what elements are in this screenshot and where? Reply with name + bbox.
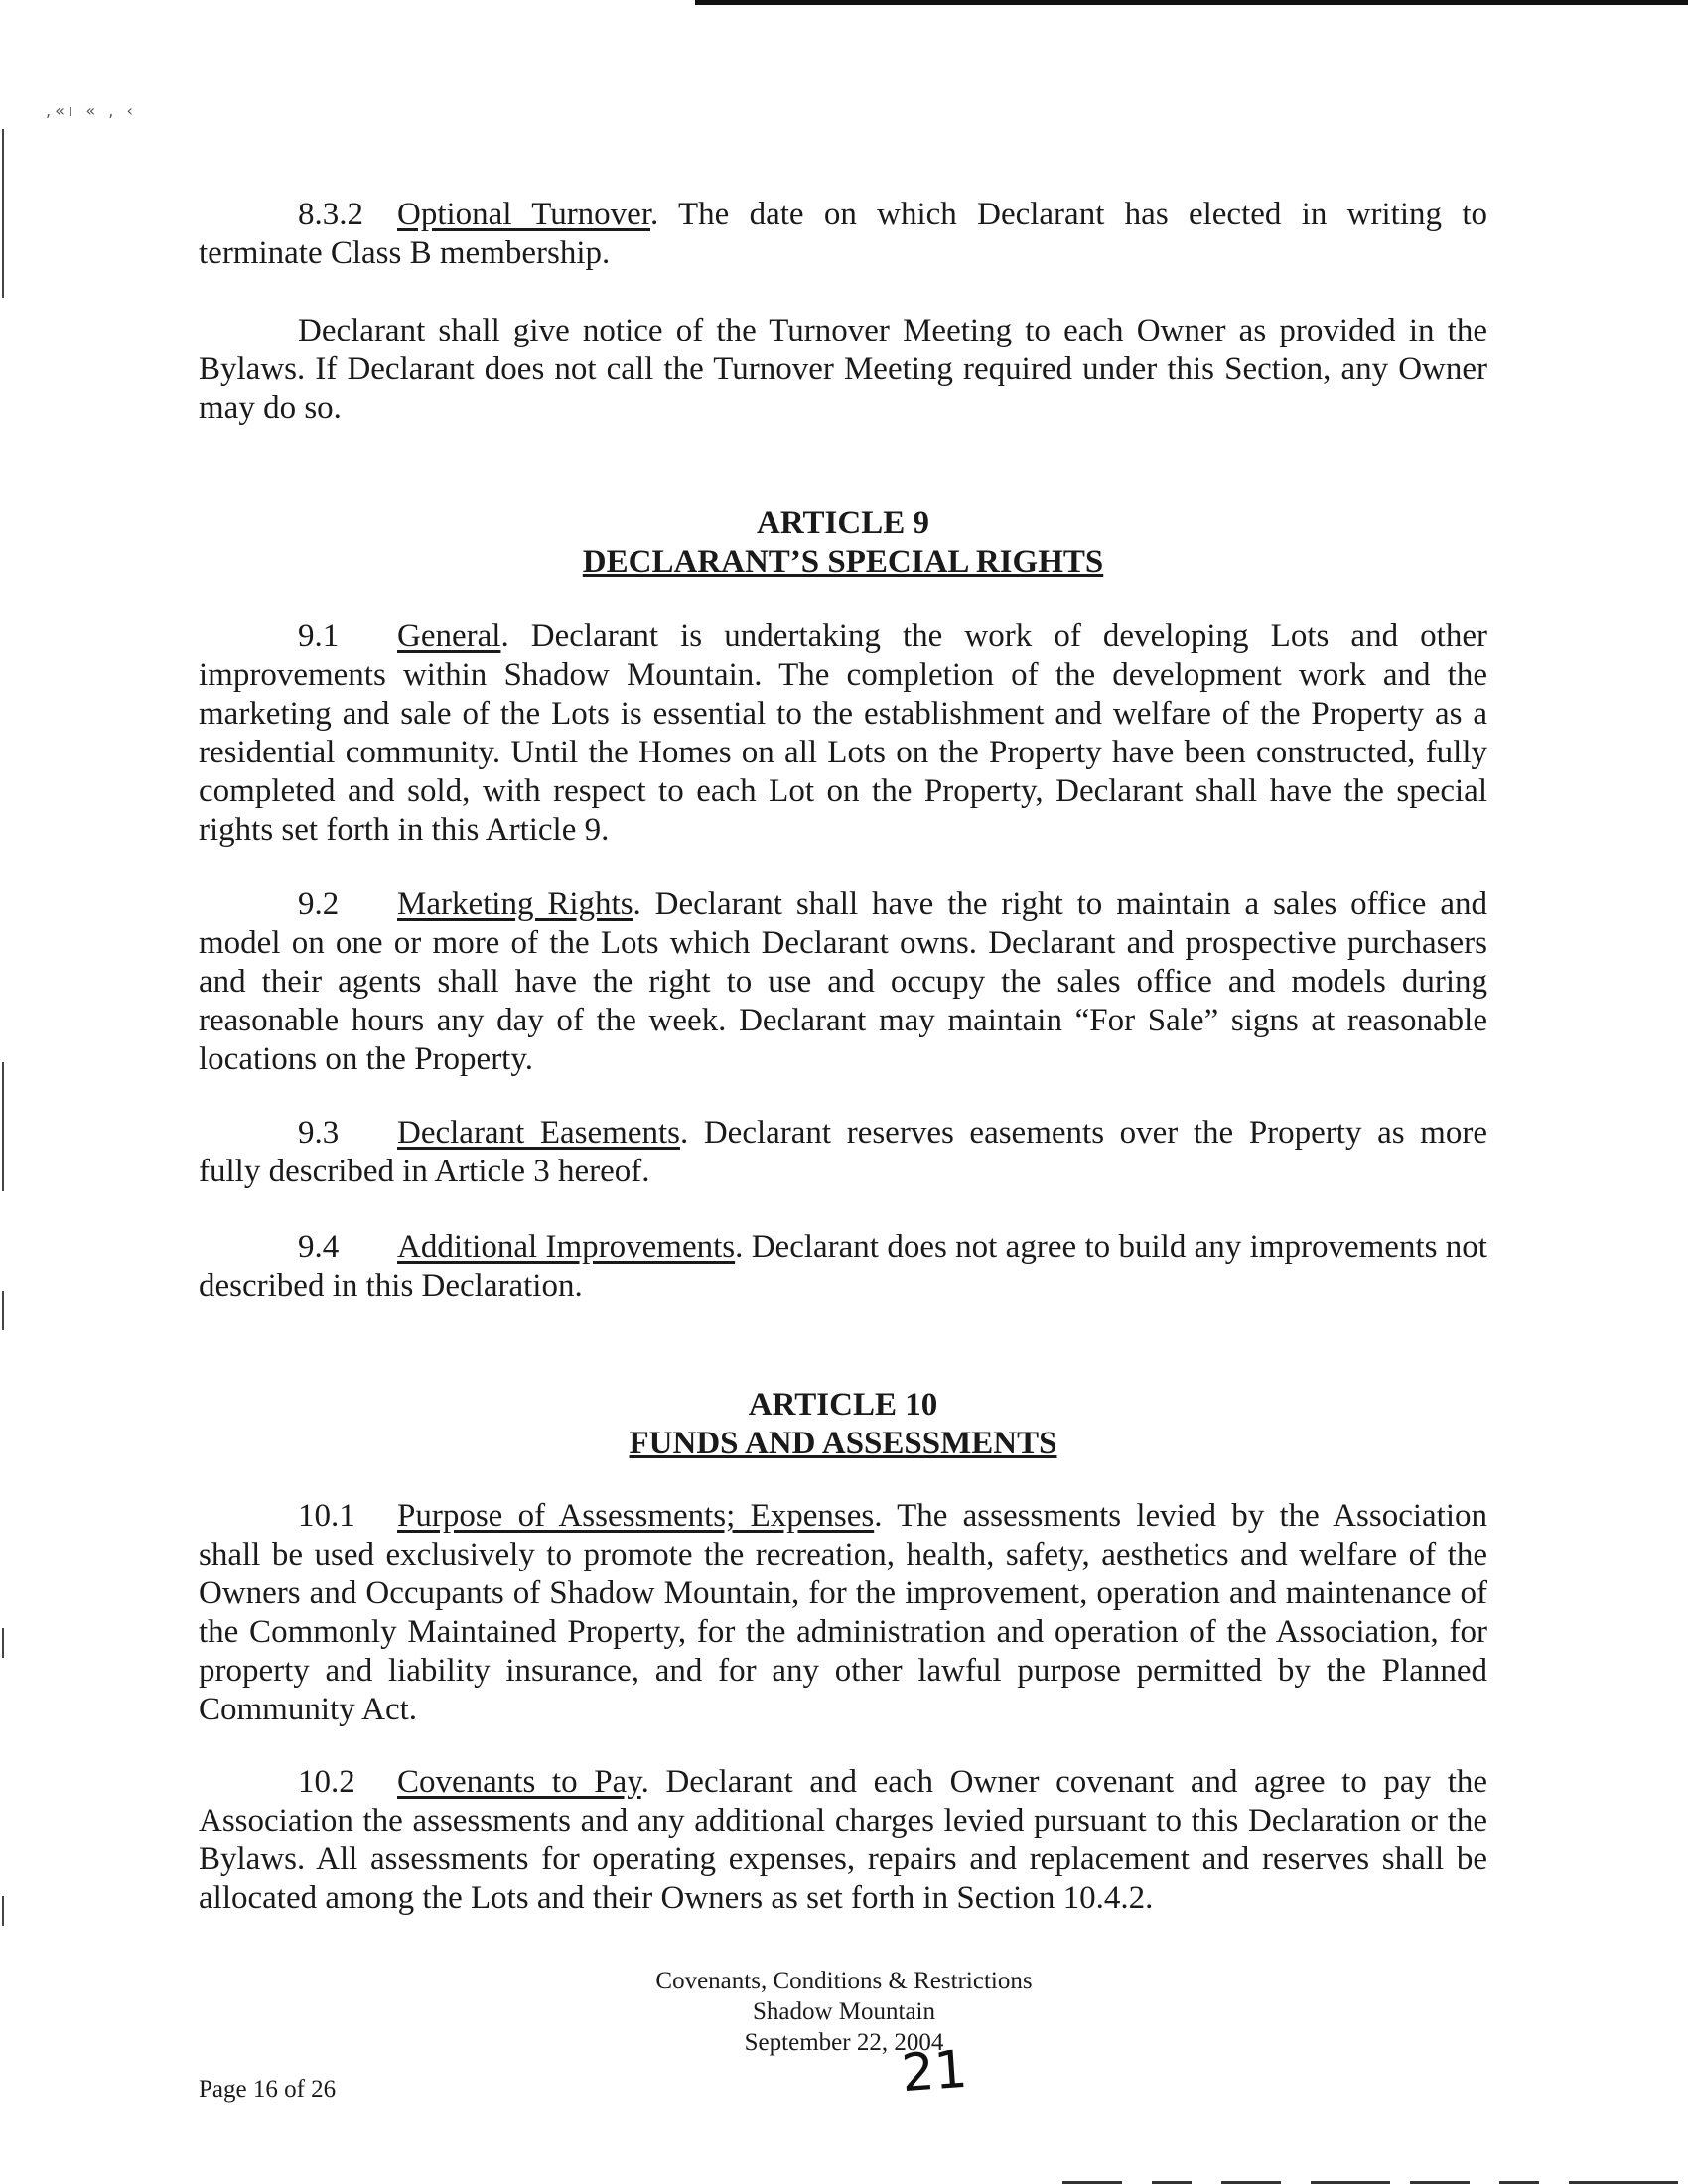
section-text: . Declarant is undertaking the work of developing Lots and other improvements within Shadow Mountain. The completion of the development work and the marketing and sale of the Lots is essential to the establishment and welfare of the Property as a residential community. Until the Homes on all Lots on the Property have been constructed, fully completed and sold, with respect to each Lot on the Property, Declarant shall have the special rights set forth in this Article 9. <box>199 618 1487 848</box>
section-number: 9.3 <box>298 1115 340 1151</box>
section-9-2 <box>199 886 1487 1079</box>
section-number: 9.1 <box>298 618 340 654</box>
section-text: . The assessments levied by the Association shall be used exclusively to promote the recreation, health, safety, aesthetics and welfare of the Owners and Occupants of Shadow Mountain, for the improvement, operation and maintenance of the Commonly Maintained Property, for the administration and operation of the Association, for property and liability insurance, and for any other lawful purpose permitted by the Planned Community Act. <box>199 1498 1487 1727</box>
section-9-3 <box>199 1114 1487 1191</box>
section-9-1 <box>199 617 1487 850</box>
turnover-notice-text: Declarant shall give notice of the Turnover Meeting to each Owner as provided in the Bylaws. If Declarant does not call the Turnover Meeting required under this Section, any Owner may do so. <box>199 313 1487 426</box>
section-title: Purpose of Assessments; Expenses <box>397 1498 875 1534</box>
page-top-edge <box>695 0 1688 5</box>
section-title: Optional Turnover <box>397 197 650 232</box>
section-text: . Declarant shall have the right to maintain a sales office and model on one or more of the Lots which Declarant owns. Declarant and prospective purchasers and their agents shall have the right to use and occupy the sales office and models during reasonable hours any day of the week. Declarant may maintain “For Sale” signs at reasonable locations on the Property. <box>199 887 1487 1077</box>
section-9-4 <box>199 1228 1487 1305</box>
footer-document-title: Covenants, Conditions & Restrictions <box>655 1968 1033 1994</box>
section-10-1 <box>199 1497 1487 1729</box>
section-number: 9.4 <box>298 1229 340 1265</box>
margin-scan-line <box>2 1628 4 1658</box>
article-label: ARTICLE 10 <box>748 1387 938 1423</box>
footer-date: September 22, 2004 <box>744 2029 944 2056</box>
section-number: 10.2 <box>298 1764 355 1800</box>
scan-marks: ,«ı « , ‹ <box>46 101 137 120</box>
article-10-heading <box>199 1386 1487 1463</box>
section-title: General <box>397 618 501 654</box>
article-label: ARTICLE 9 <box>757 505 929 541</box>
margin-scan-line <box>2 1062 4 1191</box>
section-text: . Declarant and each Owner covenant and agree to pay the Association the assessments and any additional charges levied pursuant to this Declaration or the Bylaws. All assessments for operating expenses, repairs and replacement and reserves shall be allocated among the Lots and their Owners as set forth in Section 10.4.2. <box>199 1764 1488 1916</box>
document-footer <box>496 1966 1192 2058</box>
article-title: FUNDS AND ASSESSMENTS <box>629 1426 1057 1461</box>
section-title: Declarant Easements <box>397 1115 680 1151</box>
margin-scan-line <box>2 1896 4 1926</box>
section-text: . Declarant reserves easements over the Property as more fully described in Article 3 hereof. <box>199 1115 1487 1189</box>
section-text: . The date on which Declarant has elected in writing to terminate Class B membership. <box>199 197 1487 271</box>
section-number: 10.1 <box>298 1498 355 1534</box>
section-title: Additional Improvements <box>397 1229 736 1265</box>
page-number: Page 16 of 26 <box>199 2076 337 2103</box>
margin-scan-line <box>2 129 4 298</box>
article-9-heading <box>199 504 1487 582</box>
article-title: DECLARANT’S SPECIAL RIGHTS <box>582 544 1104 580</box>
section-number: 9.2 <box>298 887 340 922</box>
handwritten-page-number: 21 <box>899 2039 970 2105</box>
footer-project-name: Shadow Mountain <box>752 1998 936 2025</box>
section-number: 8.3.2 <box>298 197 363 232</box>
section-8-3-2 <box>199 196 1487 273</box>
turnover-notice-paragraph <box>199 312 1487 428</box>
section-text: . Declarant does not agree to build any improvements not described in this Declaration. <box>199 1229 1487 1303</box>
margin-scan-line <box>2 1291 4 1330</box>
section-10-2 <box>199 1763 1487 1918</box>
section-title: Covenants to Pay <box>397 1764 641 1800</box>
section-title: Marketing Rights <box>397 887 633 922</box>
